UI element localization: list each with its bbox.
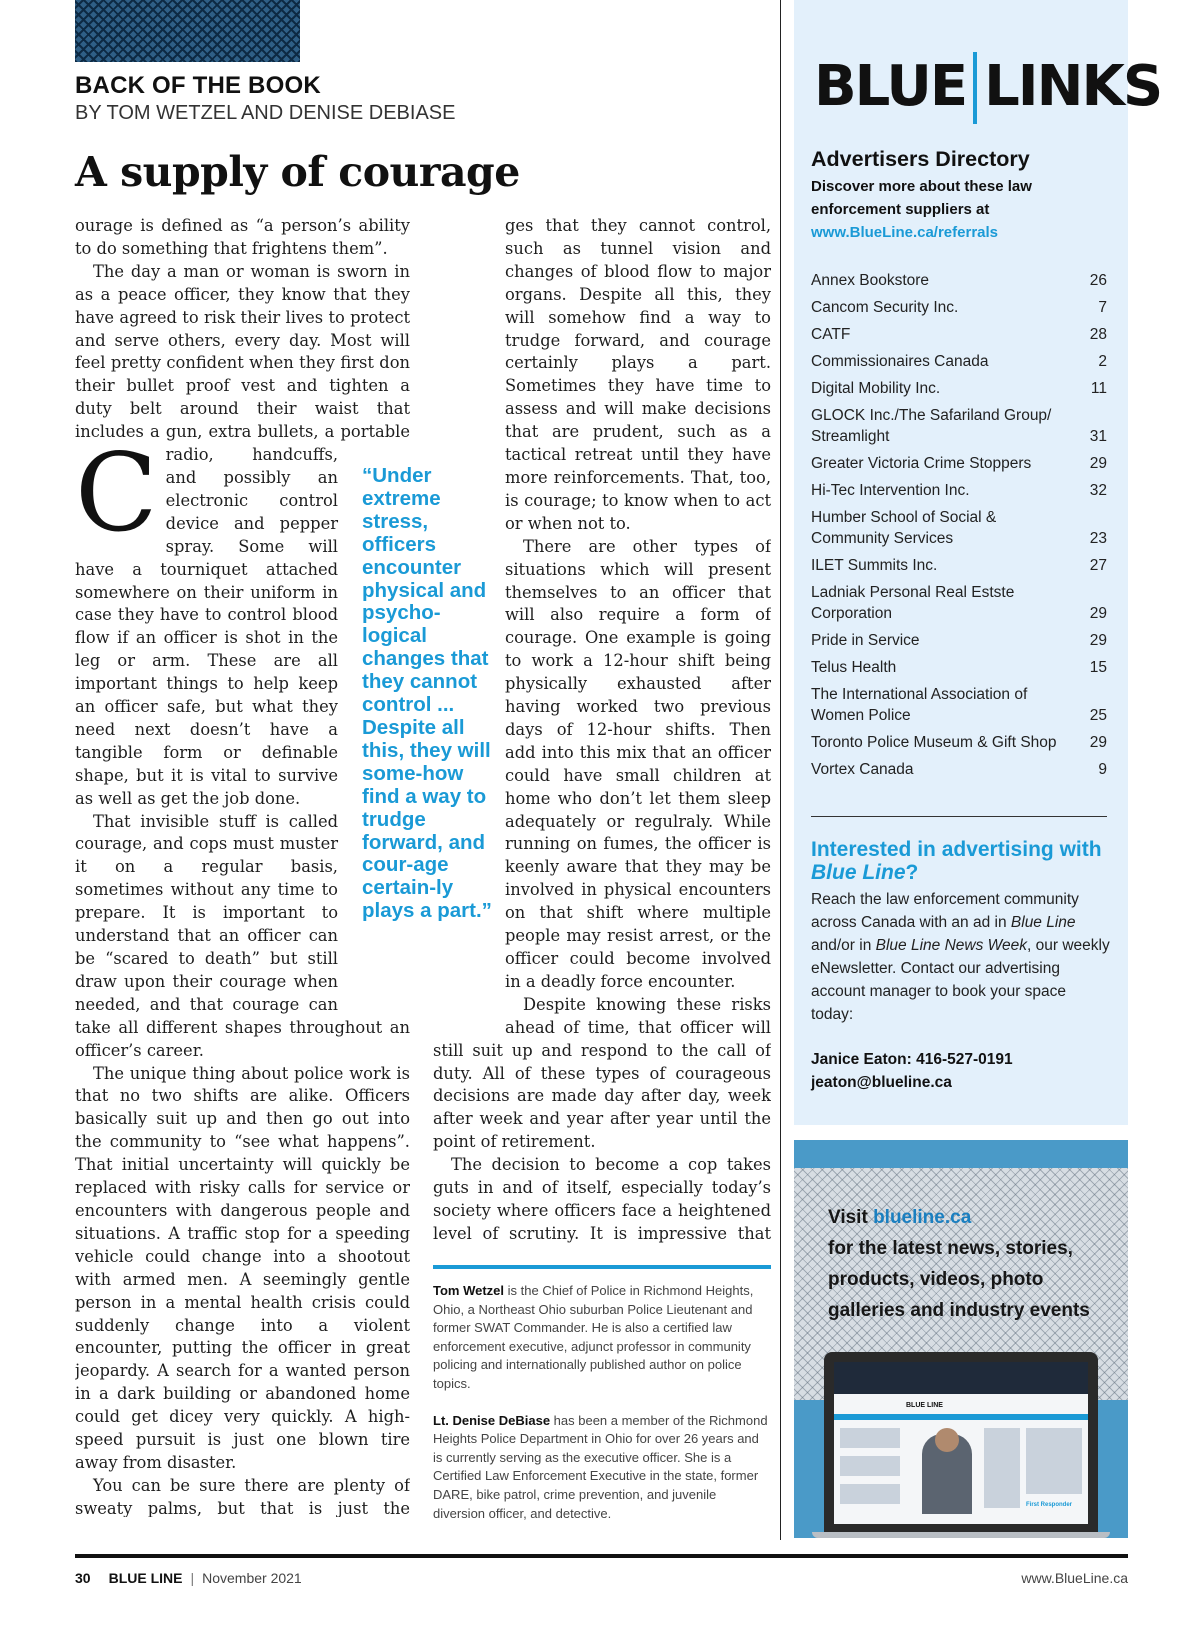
directory-row[interactable]: [811, 297, 1107, 318]
article-paragraph: C ourage is defined as “a person’s ability to do something that frightens them”.: [75, 216, 410, 556]
directory-row[interactable]: [811, 270, 1107, 291]
advertiser-name: CATF: [811, 326, 851, 343]
advertiser-page: 25: [1089, 707, 1107, 724]
advertiser-page: 23: [1089, 530, 1107, 547]
promo-band-top: [794, 1140, 1128, 1168]
article-column-1: [75, 215, 410, 1517]
directory-row[interactable]: [811, 555, 1107, 576]
section-hatch-decoration: [75, 0, 300, 62]
advertiser-name: Pride in Service: [811, 632, 920, 649]
screen-block: [840, 1428, 900, 1448]
advertiser-page: 32: [1089, 482, 1107, 499]
advertiser-name: Humber School of Social & Community Services: [811, 509, 997, 547]
screen-brand: BLUE LINE: [906, 1402, 943, 1409]
column-divider: [780, 0, 781, 1540]
screen-block: [840, 1456, 900, 1476]
advertiser-name: Ladniak Personal Real Estste Corporation: [811, 584, 1015, 622]
screen-badge: First Responder: [1026, 1502, 1073, 1508]
directory-row[interactable]: [811, 684, 1107, 726]
footer-url[interactable]: www.BlueLine.ca: [1021, 1570, 1128, 1586]
sidebar-divider: [811, 816, 1107, 817]
promo-link[interactable]: blueline.ca: [873, 1207, 972, 1228]
advertising-contact: [811, 1048, 1111, 1094]
article-paragraph: There are other types of situations which will present themselves to an officer that will also require a form of courage. One example is going to work a 12-hour shift being physically exhausted after having worked two previous days of 12-hour shifts. Then add into this mix that an officer could have small children at home who don’t let them sleep adequately or regulraly. While running on fumes, the officer is keenly aware that they may be involved in physical encounters on that shift where multiple people may resist arrest, or the officer could become involved in a deadly force encounter.: [505, 536, 771, 991]
section-title: BACK OF THE BOOK: [75, 72, 321, 99]
screen-block: [840, 1484, 900, 1504]
screen-block: [1026, 1428, 1082, 1494]
article-paragraph: That invisible stuff is called courage, and cops must muster it on a regular basis, sometimes without any time to prepare. It is important to understand that an officer can be “scared to death” but still draw upon their courage when needed, and that courage can take all different shapes throughout an officer’s career.: [75, 811, 410, 1060]
laptop-screen: [834, 1362, 1088, 1524]
referrals-link[interactable]: www.BlueLine.ca/referrals: [811, 224, 999, 241]
article-column-2: [433, 215, 771, 1245]
footer-folio: 30 BLUE LINE | November 2021: [75, 1570, 302, 1586]
advertiser-name: GLOCK Inc./The Safariland Group/ Streamlight: [811, 407, 1052, 445]
directory-row[interactable]: [811, 507, 1107, 549]
directory-row[interactable]: [811, 582, 1107, 624]
advertiser-page: 31: [1089, 428, 1107, 445]
advertiser-name: The International Association of Women Police: [811, 686, 1028, 724]
advertiser-name: ILET Summits Inc.: [811, 557, 938, 574]
advertiser-page: 11: [1090, 380, 1107, 397]
drop-cap: C: [75, 431, 158, 556]
bio-divider: [433, 1265, 771, 1269]
directory-row[interactable]: [811, 630, 1107, 651]
advertiser-page: 26: [1089, 272, 1107, 289]
laptop-base: [812, 1532, 1110, 1538]
directory-title: Advertisers Directory: [811, 147, 1030, 171]
advertiser-page: 29: [1089, 455, 1107, 472]
advertiser-page: 29: [1089, 632, 1107, 649]
contact-name-phone: Janice Eaton: 416-527-0191: [811, 1051, 1013, 1068]
magazine-name: BLUE LINE: [108, 1570, 183, 1586]
advertiser-name: Vortex Canada: [811, 761, 914, 778]
directory-row[interactable]: [811, 351, 1107, 372]
advertiser-name: Cancom Security Inc.: [811, 299, 959, 316]
directory-row[interactable]: [811, 480, 1107, 501]
directory-row[interactable]: [811, 324, 1107, 345]
footer-rule: [75, 1554, 1128, 1558]
byline: BY TOM WETZEL AND DENISE DEBIASE: [75, 102, 456, 124]
advertiser-name: Hi-Tec Intervention Inc.: [811, 482, 970, 499]
author-bios: [433, 1282, 771, 1541]
page-number: 30: [75, 1570, 91, 1586]
advertiser-page: 7: [1098, 299, 1107, 316]
advertiser-name: Toronto Police Museum & Gift Shop: [811, 734, 1057, 751]
advertisers-directory: [811, 270, 1107, 786]
advertiser-name: Annex Bookstore: [811, 272, 930, 289]
advertiser-page: 29: [1089, 605, 1107, 622]
section-header: [75, 72, 755, 125]
pull-quote: “Under extreme stress, officers encounter physical and psycho-logical changes that they cannot control ... Despite all this, they will some-how find a way to trudge forward, and cour-age certain-ly plays a part.”: [362, 464, 492, 923]
article-paragraph: The day a man or woman is sworn in as a peace officer, they know that they have agreed to risk their lives to protect and serve others, every day. Most will feel pretty confident when they first don their bullet proof vest and tighten a duty belt around their waist that includes a gun, extra bullets, a portable radio, handcuffs, and possibly an electronic control device and pepper spray. Some will have a tourniquet attached somewhere on their uniform in case they have to control blood flow if an officer is shot in the leg or arm. These are all important things to help keep an officer safe, but what they need next doesn’t have a tangible form or definable shape, but it is vital to survive as well as get the job done.: [75, 261, 410, 808]
article-paragraph: You can be sure there are plenty of sweaty palms, but that is just the: [75, 1475, 410, 1517]
issue-date: November 2021: [202, 1570, 302, 1586]
screen-block: [984, 1428, 1020, 1508]
advertiser-name: Commissionaires Canada: [811, 353, 989, 370]
directory-row[interactable]: [811, 759, 1107, 780]
directory-row[interactable]: [811, 657, 1107, 678]
website-promo: [794, 1140, 1128, 1538]
article-paragraph: The unique thing about police work is that no two shifts are alike. Officers basically suit up and then go out into the community to “see what happens”. That initial uncertainty will quickly be replaced with risky calls for service or encounters with dangerous people and situations. A traffic stop for a speeding vehicle could change into a shootout with armed men. A seemingly gentle person in a mental health crisis could suddenly change into a violent encounter, putting the officer in great jeopardy. A search for a wanted person in a dark building or abandoned home could get dicey very quickly. A high-speed pursuit is just one blown tire away from disaster.: [75, 1063, 410, 1472]
directory-subtitle: Discover more about these law enforcement suppliers at www.BlueLine.ca/referrals: [811, 178, 1032, 241]
author-bio: Tom Wetzel is the Chief of Police in Richmond Heights, Ohio, a Northeast Ohio suburban Police Lieutenant and former SWAT Commander. He is also a certified law enforcement executive, adjunct professor in community policing and internationally published author on police topics.: [433, 1283, 754, 1391]
article-paragraph: ges that they cannot control, such as tunnel vision and changes of blood flow to major organs. Despite all this, they will somehow find a way to trudge forward, and courage certainly plays a part. Sometimes they have time to assess and will make decisions that are prudent, such as a tactical retreat until they have more reinforcements. That, too, is courage; to know when to act or when not to.: [505, 216, 771, 533]
advertiser-page: 27: [1089, 557, 1107, 574]
advertiser-page: 15: [1089, 659, 1107, 676]
advertiser-page: 2: [1098, 353, 1107, 370]
article-paragraph: Despite knowing these risks ahead of time, that officer will still suit up and respond to the call of duty. All of these types of courageous decisions are made day after day, week after week and year after year until the point of retirement.: [433, 994, 771, 1152]
promo-text: Visit blueline.ca for the latest news, stories, products, videos, photo galleries and industry events: [828, 1207, 1090, 1321]
advertiser-name: Telus Health: [811, 659, 897, 676]
directory-row[interactable]: [811, 453, 1107, 474]
contact-email[interactable]: jeaton@blueline.ca: [811, 1074, 952, 1091]
advertiser-name: Digital Mobility Inc.: [811, 380, 941, 397]
advertiser-page: 9: [1098, 761, 1107, 778]
directory-row[interactable]: [811, 405, 1107, 447]
officer-face: [935, 1428, 959, 1452]
screen-banner: [834, 1362, 1088, 1394]
directory-row[interactable]: [811, 378, 1107, 399]
directory-row[interactable]: [811, 732, 1107, 753]
screen-nav: [834, 1414, 1088, 1420]
advertising-heading: Interested in advertising with Blue Line?: [811, 838, 1102, 884]
article-headline: A supply of courage: [75, 148, 520, 196]
advertiser-page: 28: [1089, 326, 1107, 343]
author-bio: Lt. Denise DeBiase has been a member of the Richmond Heights Police Department in Ohio for over 26 years and is currently serving as the executive officer. She is a Certified Law Enforcement Executive in the state, former DARE, bike patrol, crime prevention, and juvenile diversion officer, and detective.: [433, 1412, 768, 1521]
laptop-image: [824, 1352, 1098, 1534]
blue-links-sidebar: [794, 0, 1162, 1125]
advertiser-name: Greater Victoria Crime Stoppers: [811, 455, 1032, 472]
blue-links-logo: BLUE LINKS: [814, 52, 1114, 124]
advertising-body: Reach the law enforcement community across Canada with an ad in Blue Line and/or in Blue Line News Week, our weekly eNewsletter. Contact our advertising account manager to book your space today:: [811, 891, 1110, 1023]
advertiser-page: 29: [1089, 734, 1107, 751]
article-paragraph: The decision to become a cop takes guts in and of itself, especially today’s society where officers face a heightened level of scrutiny. It is impressive that: [433, 1154, 771, 1245]
